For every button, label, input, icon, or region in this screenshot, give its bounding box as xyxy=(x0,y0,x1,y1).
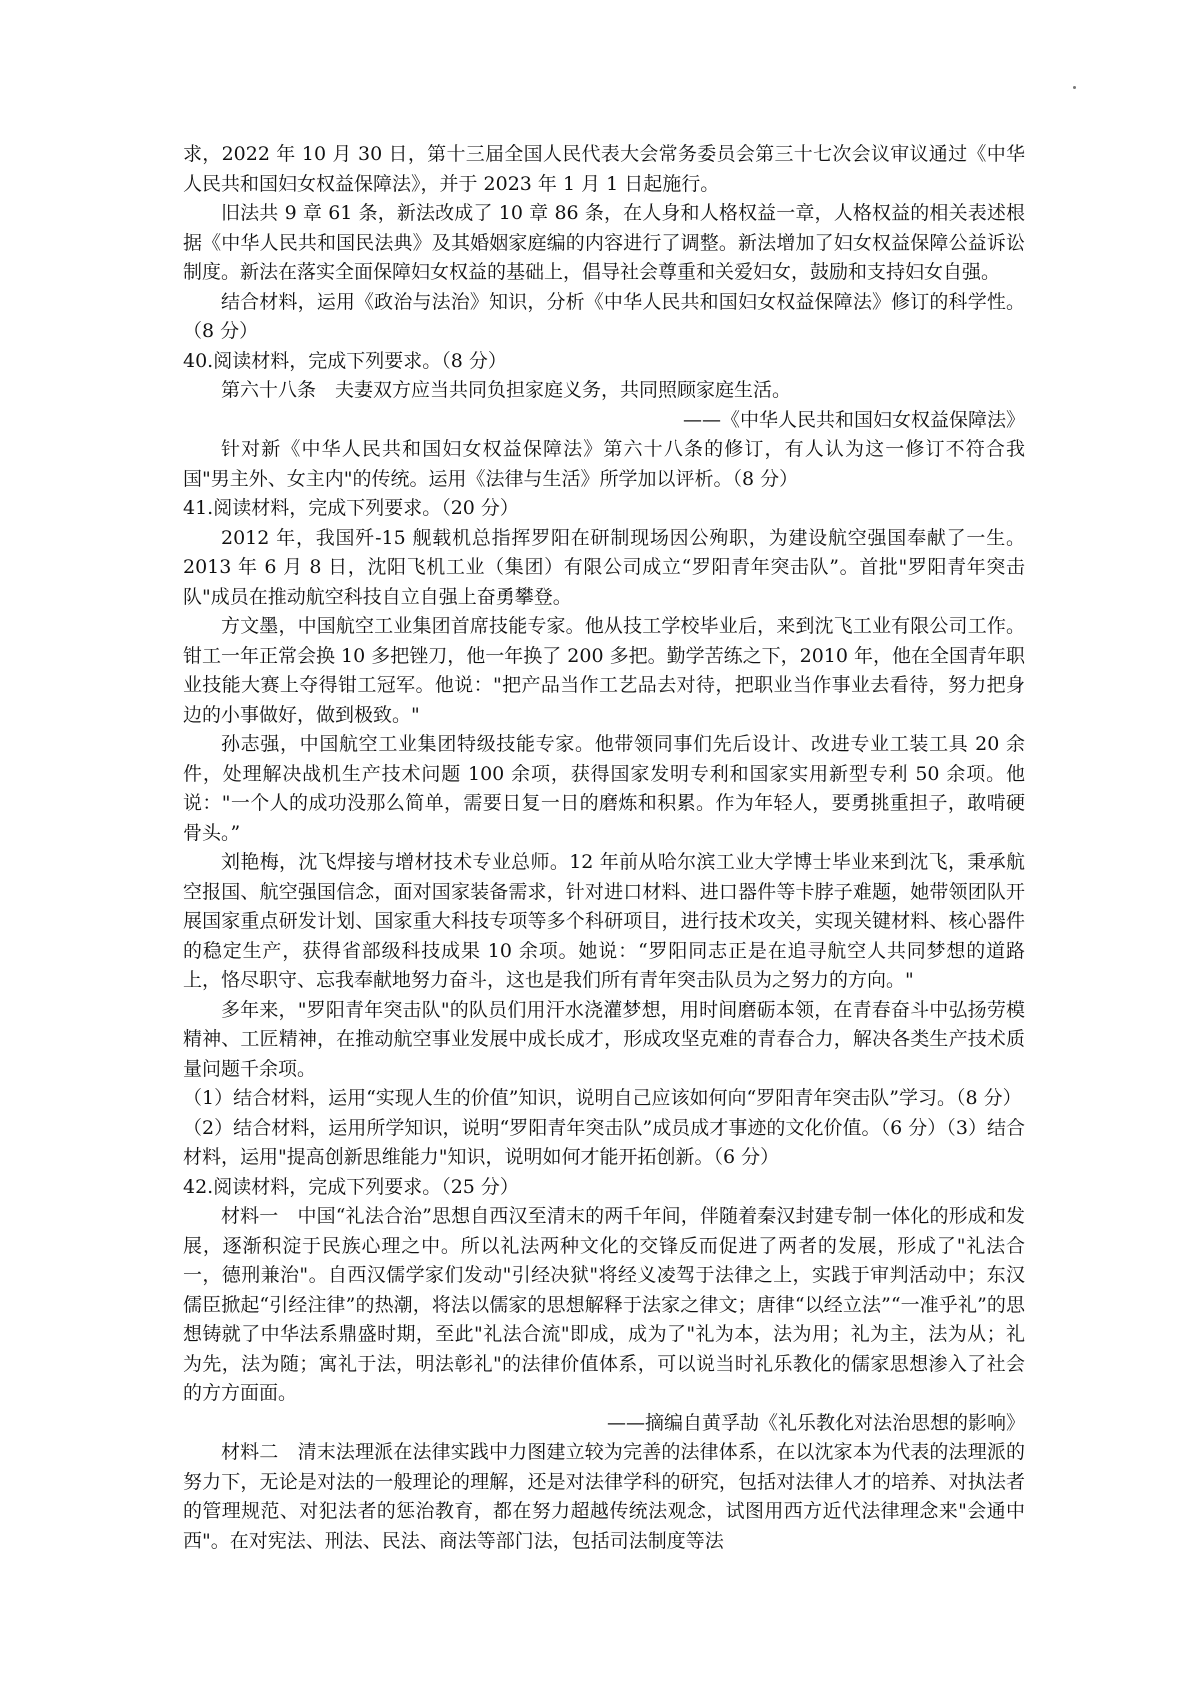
question-42-heading: 42.阅读材料，完成下列要求。（25 分） xyxy=(183,1175,519,1198)
paragraph-luoyang: 2012 年，我国歼-15 舰载机总指挥罗阳在研制现场因公殉职，为建设航空强国奉献了一生。2013 年 6 月 8 日，沈阳飞机工业（集团）有限公司成立“罗阳青年突击队”。首批"罗阳青年突击队"成员在推动航空科技自立自强上奋勇攀登。 xyxy=(183,526,1025,608)
paragraph-team-summary: 多年来，"罗阳青年突击队"的队员们用汗水浇灌梦想，用时间磨砺本领，在青春奋斗中弘扬劳模精神、工匠精神，在推动航空事业发展中成长成才，形成攻坚克难的青春合力，解决各类生产技术质量问题千余项。 xyxy=(183,998,1025,1080)
question-40-prompt: 针对新《中华人民共和国妇女权益保障法》第六十八条的修订，有人认为这一修订不符合我国"男主外、女主内"的传统。运用《法律与生活》所学加以评析。（8 分） xyxy=(183,438,1025,490)
article-68-text: 第六十八条 夫妻双方应当共同负担家庭义务，共同照顾家庭生活。 xyxy=(221,379,792,401)
material-one-source: ——摘编自黄孚劼《礼乐教化对法治思想的影响》 xyxy=(606,1411,1025,1434)
question-41-part-1: （1）结合材料，运用“实现人生的价值”知识，说明自己应该如何向“罗阳青年突击队”学习。（8 分） xyxy=(183,1087,1022,1109)
scan-speck xyxy=(1073,86,1076,89)
question-40-heading: 40.阅读材料，完成下列要求。（8 分） xyxy=(183,349,507,372)
paragraph-law-changes: 旧法共 9 章 61 条，新法改成了 10 章 86 条，在人身和人格权益一章，人格权益的相关表述根据《中华人民共和国民法典》及其婚姻家庭编的内容进行了调整。新法增加了妇女权益保障公益诉讼制度。新法在落实全面保障妇女权益的基础上，倡导社会尊重和关爱妇女，鼓励和支持妇女自强。 xyxy=(183,202,1025,283)
document-page xyxy=(183,140,1025,1556)
question-41-part-2-3: （2）结合材料，运用所学知识，说明“罗阳青年突击队”成员成才事迹的文化价值。（6 分）（3）结合材料，运用"提高创新思维能力"知识，说明如何才能开拓创新。（6 分） xyxy=(183,1116,1025,1168)
paragraph-liu-yanmei: 刘艳梅，沈飞焊接与增材技术专业总师。12 年前从哈尔滨工业大学博士毕业来到沈飞，秉承航空报国、航空强国信念，面对国家装备需求，针对进口材料、进口器件等卡脖子难题，她带领团队开展国家重点研发计划、国家重大科技专项等多个科研项目，进行技术攻关，实现关键材料、核心器件的稳定生产，获得省部级科技成果 10 余项。她说：“罗阳同志正是在追寻航空人共同梦想的道路上，恪尽职守、忘我奉献地努力奋斗，这也是我们所有青年突击队员为之努力的方向。" xyxy=(183,851,1025,991)
paragraph-law-passage: 求，2022 年 10 月 30 日，第十三届全国人民代表大会常务委员会第三十七次会议审议通过《中华人民共和国妇女权益保障法》，并于 2023 年 1 月 1 日起施行。 xyxy=(183,143,1025,195)
article-68-source: ——《中华人民共和国妇女权益保障法》 xyxy=(682,408,1025,431)
material-one: 材料一 中国“礼法合治”思想自西汉至清末的两千年间，伴随着秦汉封建专制一体化的形成和发展，逐渐积淀于民族心理之中。所以礼法两种文化的交锋反而促进了两者的发展，形成了"礼法合一，德刑兼治"。自西汉儒学家们发动"引经决狱"将经义凌驾于法律之上，实践于审判活动中；东汉儒臣掀起“引经注律”的热潮，将法以儒家的思想解释于法家之律文；唐律“以经立法”“一准乎礼”的思想铸就了中华法系鼎盛时期，至此"礼法合流"即成，成为了"礼为本，法为用；礼为主，法为从；礼为先，法为随；寓礼于法，明法彰礼"的法律价值体系，可以说当时礼乐教化的儒家思想渗入了社会的方方面面。 xyxy=(183,1205,1025,1404)
question-39-prompt: 结合材料，运用《政治与法治》知识，分析《中华人民共和国妇女权益保障法》修订的科学性。（8 分） xyxy=(183,290,1025,342)
paragraph-sun-zhiqiang: 孙志强，中国航空工业集团特级技能专家。他带领同事们先后设计、改进专业工装工具 20 余件，处理解决战机生产技术问题 100 余项，获得国家发明专利和国家实用新型专利 50 余项。他说："一个人的成功没那么简单，需要日复一日的磨炼和积累。作为年轻人，要勇挑重担子，敢啃硬骨头。” xyxy=(183,733,1025,844)
material-two: 材料二 清末法理派在法律实践中力图建立较为完善的法律体系，在以沈家本为代表的法理派的努力下，无论是对法的一般理论的理解，还是对法律学科的研究，包括对法律人才的培养、对执法者的管理规范、对犯法者的惩治教育，都在努力超越传统法观念，试图用西方近代法律理念来"会通中西"。在对宪法、刑法、民法、商法等部门法，包括司法制度等法 xyxy=(183,1441,1025,1552)
question-41-heading: 41.阅读材料，完成下列要求。（20 分） xyxy=(183,497,519,519)
paragraph-fang-wenmo: 方文墨，中国航空工业集团首席技能专家。他从技工学校毕业后，来到沈飞工业有限公司工作。钳工一年正常会换 10 多把锉刀，他一年换了 200 多把。勤学苦练之下，2010 年，他在全国青年职业技能大赛上夺得钳工冠军。他说："把产品当作工艺品去对待，把职业当作事业去看待，努力把身边的小事做好，做到极致。" xyxy=(183,615,1025,726)
